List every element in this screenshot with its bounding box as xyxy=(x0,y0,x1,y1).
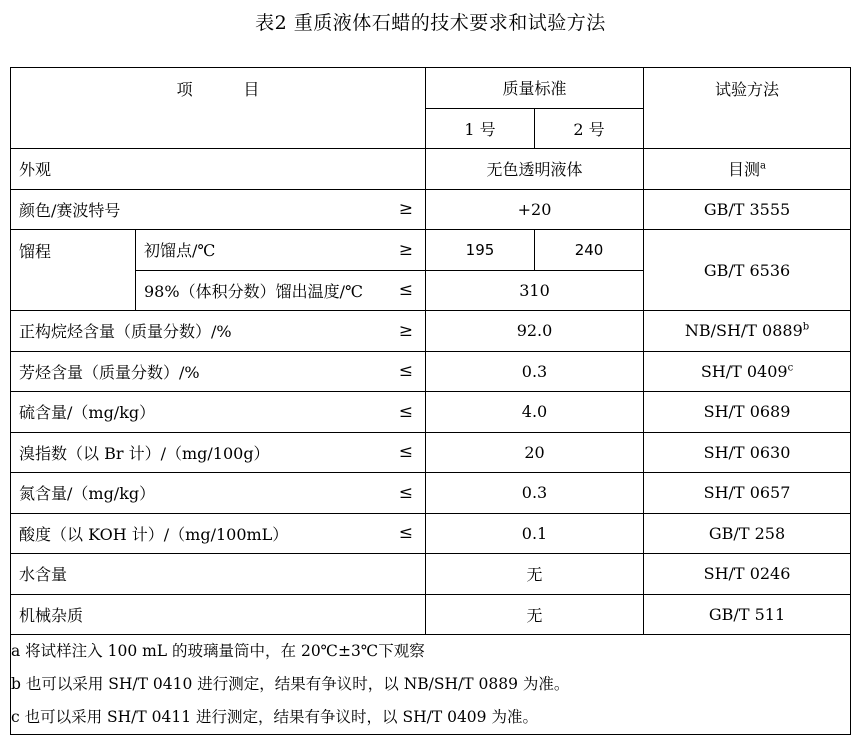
row-sublabel xyxy=(136,270,426,311)
comparison-sign: ≤ xyxy=(398,401,413,422)
row-value-grade-2: 240 xyxy=(535,230,644,271)
label-text: 颜色/赛波特号 xyxy=(19,200,121,220)
comparison-sign: ≤ xyxy=(398,482,413,503)
label-text: 酸度（以 KOH 计）/（mg/100mL） xyxy=(19,524,289,544)
footnote-a: a 将试样注入 100 mL 的玻璃量筒中，在 20℃±3℃下观察 xyxy=(11,642,425,660)
header-row xyxy=(11,68,851,109)
header-item-label: 项 目 xyxy=(176,80,260,99)
row-value-grade-1: 195 xyxy=(426,230,535,271)
comparison-sign: ≤ xyxy=(398,442,413,463)
row-method xyxy=(644,351,851,392)
comparison-sign: ≥ xyxy=(398,199,413,220)
row-method: SH/T 0630 xyxy=(644,432,851,473)
row-value: 310 xyxy=(426,270,644,311)
label-text: 正构烷烃含量（质量分数）/% xyxy=(19,322,232,342)
row-label xyxy=(11,351,426,392)
table-row xyxy=(11,311,851,352)
row-value: 0.3 xyxy=(426,473,644,514)
label-text: 芳烃含量（质量分数）/% xyxy=(19,362,200,382)
comparison-sign: ≥ xyxy=(398,320,413,341)
table-row xyxy=(11,392,851,433)
row-label-distillation: 馏程 xyxy=(11,230,136,311)
row-label xyxy=(11,513,426,554)
row-value: 无色透明液体 xyxy=(426,149,644,190)
row-method xyxy=(644,311,851,352)
table-row xyxy=(11,149,851,190)
footnotes-row xyxy=(11,635,851,735)
comparison-sign: ≤ xyxy=(398,361,413,382)
row-value: 无 xyxy=(426,554,644,595)
spec-table xyxy=(10,67,851,735)
header-grade-1: 1 号 xyxy=(426,108,535,149)
row-value: 0.3 xyxy=(426,351,644,392)
row-value: 92.0 xyxy=(426,311,644,352)
table-row xyxy=(11,473,851,514)
footnote-mark: c xyxy=(787,362,794,374)
table-row xyxy=(11,513,851,554)
method-text: 目测 xyxy=(728,160,761,180)
row-value: 无 xyxy=(426,594,644,635)
table-row xyxy=(11,230,851,271)
comparison-sign: ≤ xyxy=(398,523,413,544)
row-sublabel xyxy=(136,230,426,271)
row-method: GB/T 6536 xyxy=(644,230,851,311)
row-label xyxy=(11,432,426,473)
row-method: SH/T 0246 xyxy=(644,554,851,595)
method-text: SH/T 0409 xyxy=(700,361,788,381)
row-method: GB/T 511 xyxy=(644,594,851,635)
row-method: SH/T 0689 xyxy=(644,392,851,433)
comparison-sign: ≥ xyxy=(398,239,413,260)
table-row xyxy=(11,189,851,230)
row-method: GB/T 258 xyxy=(644,513,851,554)
row-value: +20 xyxy=(426,189,644,230)
table-title: 表2 重质液体石蜡的技术要求和试验方法 xyxy=(255,12,606,34)
row-value: 0.1 xyxy=(426,513,644,554)
footnote-mark: b xyxy=(802,321,810,333)
label-text: 氮含量/（mg/kg） xyxy=(19,484,156,504)
footnote-b: b 也可以采用 SH/T 0410 进行测定，结果有争议时，以 NB/SH/T 0889 为准。 xyxy=(11,675,570,693)
table-row xyxy=(11,594,851,635)
footnote-c: c 也可以采用 SH/T 0411 进行测定，结果有争议时，以 SH/T 0409 为准。 xyxy=(11,708,538,726)
row-method xyxy=(644,149,851,190)
label-text: 98%（体积分数）馏出温度/℃ xyxy=(144,281,363,301)
label-text: 初馏点/℃ xyxy=(144,241,216,261)
row-method: SH/T 0657 xyxy=(644,473,851,514)
label-text: 溴指数（以 Br 计）/（mg/100g） xyxy=(19,443,270,463)
header-grade-2: 2 号 xyxy=(535,108,644,149)
row-value: 4.0 xyxy=(426,392,644,433)
row-label: 水含量 xyxy=(11,554,426,595)
comparison-sign: ≤ xyxy=(398,280,413,301)
row-label xyxy=(11,392,426,433)
row-label xyxy=(11,473,426,514)
row-label xyxy=(11,189,426,230)
row-label: 外观 xyxy=(11,149,426,190)
label-text: 硫含量/（mg/kg） xyxy=(19,403,156,423)
table-row xyxy=(11,432,851,473)
footnote-mark: a xyxy=(760,160,766,172)
footnotes xyxy=(11,635,851,735)
header-method: 试验方法 xyxy=(644,68,851,149)
header-standard: 质量标准 xyxy=(426,68,644,109)
table-row xyxy=(11,351,851,392)
table-row xyxy=(11,554,851,595)
method-text: NB/SH/T 0889 xyxy=(684,321,803,341)
header-item xyxy=(11,68,426,149)
row-value: 20 xyxy=(426,432,644,473)
row-method: GB/T 3555 xyxy=(644,189,851,230)
row-label: 机械杂质 xyxy=(11,594,426,635)
row-label xyxy=(11,311,426,352)
